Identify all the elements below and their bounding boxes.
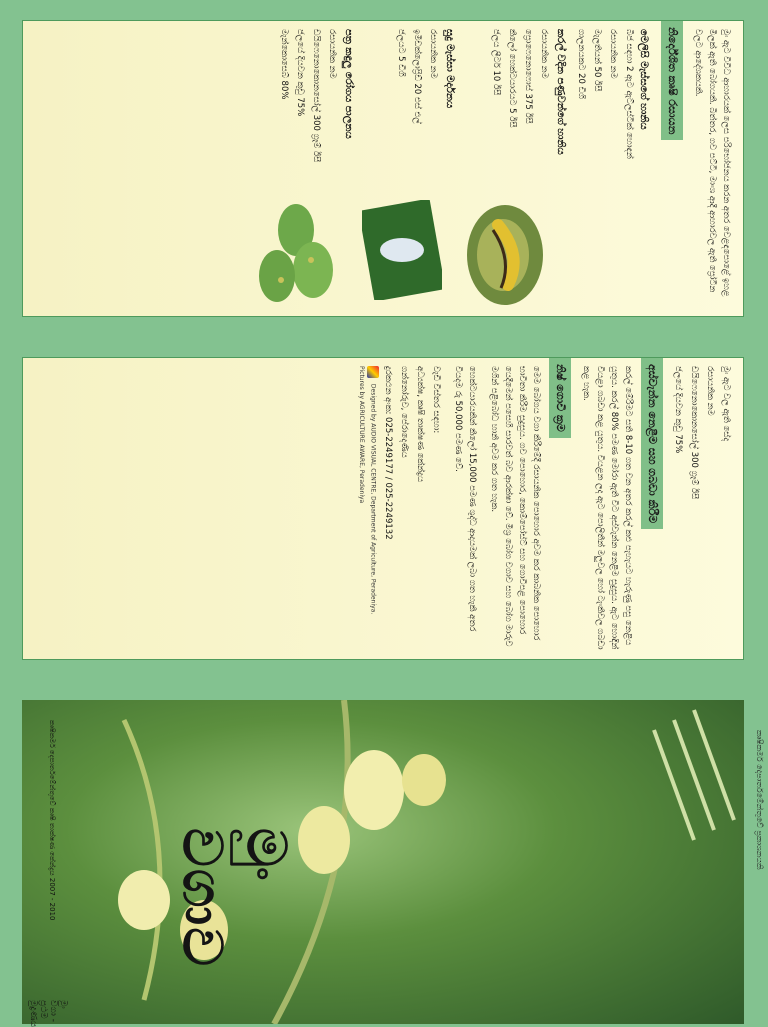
pest3-line-2: ඉමිඩක්ලොප්‍රිඩ් 20 එස් එල් xyxy=(412,29,422,124)
pest3-line-1: රසායනික නම xyxy=(428,29,438,79)
designed-by: Designed by AUDIO VISUAL CENTRE, Department of Agriculture, Peradeniya. xyxy=(367,366,379,651)
pest4-line-2: ඩයිෆෙනොකොනසෝල් 300 ග්‍රෑම් ඊසී xyxy=(311,29,321,163)
mid-top-line-1: මුං ඇට වල ඇති සේද xyxy=(721,366,731,442)
pest1-line-4: ගාලනයකට 20 ඩිගි xyxy=(576,29,586,99)
pest4-title: පත්‍ර කඳුලු රෝගය පාලනය xyxy=(343,29,354,139)
pest4-line-1: රසායනික නම xyxy=(327,29,337,79)
section-heading-pesticides: නිර්දේශිත කෘෂි රසායන xyxy=(661,21,683,140)
whitefly-photo xyxy=(362,200,442,300)
mid-top-line-4: ජලයේ දියවන කුඩු 75% xyxy=(673,366,683,454)
info-place: ගන්නෝරුව, පේරාදෙණිය xyxy=(399,366,409,458)
pest1-line-2: රසායනික නම xyxy=(608,29,618,79)
cover-title: මුං වගාව xyxy=(171,828,298,969)
phone-label: දුරකථන අංක: xyxy=(383,366,393,415)
pest2-line-1: රසායනික නම xyxy=(539,29,549,79)
cover-subtitle: කෘෂිකර්ම දෙපාර්තමේන්තුවේ කෘෂි තාක්ෂණ කේන්ද්‍රය 2007 - 2010 xyxy=(48,720,56,921)
leaf-disease-photo xyxy=(251,200,341,310)
left-panel xyxy=(22,20,744,317)
publisher-line: කෘෂිකර්ම දෙපාර්තමේන්තුවේ ප්‍රකාශනයකි xyxy=(755,730,764,870)
intro-text: මුං ඇට විවිධ ආහාරයක් ලෙස පරිභෝජනය කරන අතර වෙළඳපොළේ ඉහළ මිලක් ඇති බෝගයකි. බිත්තර, ගව පට්ටි, මාංශ ආදී ආහාරවල ඇති ප්‍රෝටීන වලට ආදේශකයකි. xyxy=(693,29,731,297)
caterpillar-pod-photo xyxy=(463,200,553,310)
mid-top-line-3: ඩයිෆෙනොකොනසෝල් 300 ග්‍රෑම් ඊසී xyxy=(689,366,699,500)
mung-flower-photo xyxy=(22,700,744,1024)
pest1-line-1: බීජ සඳහා 2 ඇට ඇට්ලස්ටික් හොඳන් xyxy=(624,29,634,159)
organic-text: මෙම බෝගය වගා කිරීමේදී රසායනික පොහොර අවම කර කාබනික පොහොර භාවිතා කිරීම සුදුසුය. ගව පොහොර, කොම්පෝස්ට් සහ ගොවිපළ පොහොර යෙදීමෙන් පසෙහි සාරවත් බව ආරක්ෂා වේ. මිශ්‍ර බෝග වගාව සහ බෝග මාරුව මගින් පළිබෝධ හානි අවම කර ගත හැක. xyxy=(489,366,541,647)
phone-number: 025-2249177 / 025-2249132 xyxy=(383,417,393,540)
info-org: අධ්‍යක්ෂ, කෘෂි තාක්ෂණ කේන්ද්‍රය xyxy=(415,366,425,483)
pest2-title: කරල් වදින පණුවන්ගේ හානිය xyxy=(555,29,566,155)
section-heading-harvest: අස්වැන්න නෙළීම සහ ගබඩා කිරීම xyxy=(641,358,663,529)
pest1-line-3: මැලතියන් 50 ඊසී xyxy=(592,29,602,92)
department-logo-icon xyxy=(367,366,379,378)
pest2-line-4: ජලය ලීටර් 10 ඊසී xyxy=(491,29,501,96)
info-label: වැඩි විස්තර සඳහා: xyxy=(431,366,441,434)
pest4-line-3: ජලයේ දියවන කුඩු 75% xyxy=(295,29,305,117)
pest4-line-4: මැන්කොසෙබ් 80% xyxy=(279,29,289,100)
pest1-title: මෙලිසි මැස්සගේ හානිය xyxy=(638,29,649,130)
pictures-by: Pictures by AGRICULTURE AWARE, Peradeniya xyxy=(358,366,365,504)
cover-series: මුං වගා - ප්‍රථම මුද්‍රණය xyxy=(28,1000,68,1027)
harvest-text: කරල් මේරීමට සති 8-10 ගත වන අතර කරල් කළු පැහැයට හැරුණු පසු නෙළිය යුතුය. කරල් 80% පමණ මෝරා ඇති විට අස්වැන්න නෙළීම සුදුසුය. ඇට හොඳින් වියළා ගබඩා කළ යුතුය. වියළන ලද ඇට පොලිතීන් මලුවල හෝ ටැංකිවල ගබඩා කළ හැක. xyxy=(581,366,633,650)
cover-photo xyxy=(22,700,744,1024)
pest2-line-2: ප්‍රොෆෙනොෆොස් 375 ඊසී xyxy=(523,29,533,124)
section-heading-organic: නිෂ් ගොවි ක්‍රම xyxy=(549,358,571,438)
pest2-line-3: කිලෝ හෙක්ටයාරයට 5 ඊසී xyxy=(507,29,517,128)
phone-line xyxy=(381,366,395,651)
pest3-title: සුදු මැස්සා මර්දනය xyxy=(444,29,455,109)
mid-top-line-2: රසායනික නම xyxy=(705,366,715,416)
middle-panel xyxy=(22,357,744,660)
pest3-line-3: ජලයට 5 ඩිගි xyxy=(396,29,406,77)
income-text: හෙක්ටයාරයකින් කිලෝ 15,000 පමණ ශුද්ධ ආදායමක් ලබා ගත හැකි අතර වියදම රු 50,000 පමණ වේ. xyxy=(453,366,477,632)
